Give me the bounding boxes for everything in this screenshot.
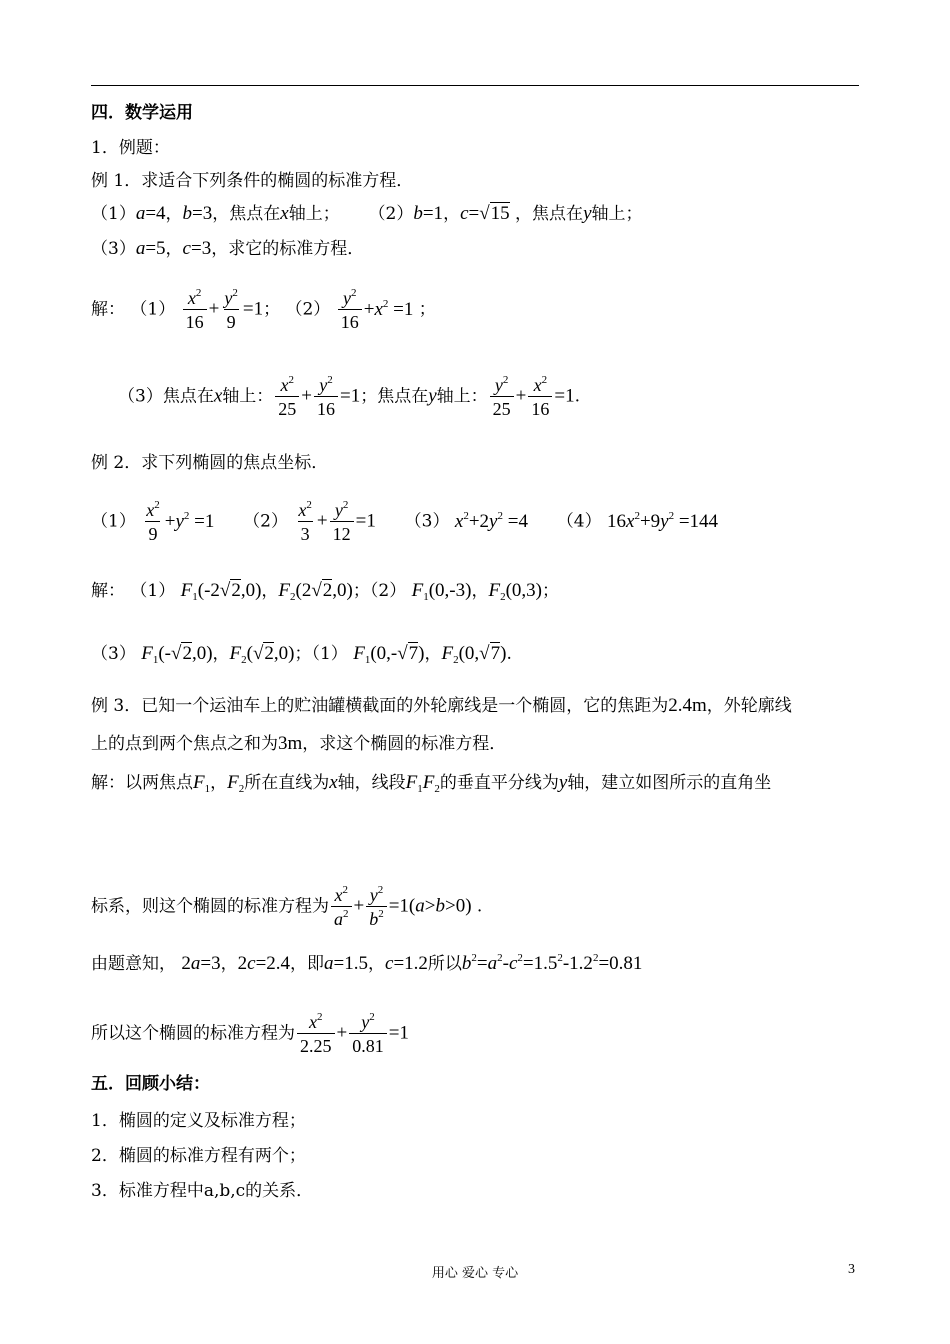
footer-text: 用心 爱心 专心 xyxy=(431,1266,519,1281)
fraction: $\frac{y^2}{16}$ xyxy=(338,288,362,332)
example-2-solution-row-1: 解： （1） $F_1(-2√2,0)$，$F_2(2√2,0)$；（2） $F_1(0,-3)$，$F_2(0,3)$； xyxy=(91,580,559,603)
fraction: $\frac{x^2}{25}$ xyxy=(275,375,299,419)
fraction: $\frac{x^2}{3}$ xyxy=(298,499,312,544)
summary-item: 1．椭圆的定义及标准方程； xyxy=(91,1111,306,1131)
fraction: $\frac{y^2}{b^2}$ xyxy=(366,885,387,929)
example-1-conditions-row xyxy=(91,203,643,225)
example-1-prompt: 例 1．求适合下列条件的椭圆的标准方程． xyxy=(91,171,414,191)
fraction: $\frac{x^2}{a^2}$ xyxy=(331,885,352,929)
examples-label: 1．例题： xyxy=(91,138,170,158)
cond-2: （2）b=1，c=√15 ，焦点在y轴上； xyxy=(368,203,643,224)
cond-3: （3）a=5，c=3，求它的标准方程． xyxy=(91,238,365,259)
summary-item: 2．椭圆的标准方程有两个； xyxy=(91,1146,306,1166)
fraction: $\frac{x^2}{2.25}$ xyxy=(297,1012,335,1056)
example-1-solution-row-1: 解： （1） $\frac{x^2}{16}$ + $\frac{y^2}{9}$ =1； （2） $\frac{y^2}{16}$ $+x^2 =1$ ； xyxy=(91,287,436,332)
example-3-solution-line-4: 所以这个椭圆的标准方程为 $\frac{x^2}{2.25}$ + $\frac{y^2}{0.81}$ =1 xyxy=(91,1011,409,1056)
page-number: 3 xyxy=(848,1262,855,1277)
header-rule xyxy=(91,85,859,86)
example-3-solution-line-3: 由题意知， 2a=3，2c=2.4，即a=1.5，c=1.2所以$b^2=a^2-c^2=1.5^2-1.2^2=0.81$ xyxy=(91,952,643,974)
fraction: $\frac{y^2}{25}$ xyxy=(490,375,514,419)
example-3-prompt-line-2: 上的点到两个焦点之和为3m，求这个椭圆的标准方程． xyxy=(91,733,507,754)
fraction: $\frac{x^2}{16}$ xyxy=(528,375,552,419)
fraction: $\frac{y^2}{16}$ xyxy=(314,375,338,419)
example-2-items-row: （1） $\frac{x^2}{9}$ $+y^2 =1$ （2） $\frac{x^2}{3}$ + $\frac{y^2}{12}$ =1 （3） $x^2+2y^2 =4$ （4） $16x^2+9y^2 =144$ xyxy=(91,499,719,544)
fraction: $\frac{x^2}{16}$ xyxy=(183,288,207,332)
example-3-solution-line-1: 解：以两焦点$F_1$，$F_2$所在直线为x轴，线段$F_1F_2$的垂直平分线为y轴，建立如图所示的直角坐 xyxy=(91,772,772,795)
example-2-prompt: 例 2．求下列椭圆的焦点坐标． xyxy=(91,453,329,473)
section-5-title: 五．回顾小结： xyxy=(91,1074,210,1094)
example-3-solution-line-2: 标系，则这个椭圆的标准方程为 $\frac{x^2}{a^2}$ + $\frac{y^2}{b^2}$ =1(a>b>0) . xyxy=(91,884,483,929)
example-3-prompt-line-1: 例 3．已知一个运油车上的贮油罐横截面的外轮廓线是一个椭圆，它的焦距为2.4m，外轮廓线 xyxy=(91,695,792,716)
cond-1: （1）a=4，b=3，焦点在x轴上； xyxy=(91,203,340,224)
fraction: $\frac{y^2}{0.81}$ xyxy=(349,1012,387,1056)
fraction: $\frac{y^2}{9}$ xyxy=(224,287,238,332)
fraction: $\frac{x^2}{9}$ xyxy=(146,499,160,544)
example-2-solution-row-2: （3） $F_1(-√2,0)$，$F_2(√2,0)$；（1） $F_1(0,-√7)$，$F_2(0,√7)$. xyxy=(91,643,512,666)
fraction: $\frac{y^2}{12}$ xyxy=(330,500,354,544)
example-1-solution-row-2: （3）焦点在x轴上： $\frac{x^2}{25}$ + $\frac{y^2}{16}$ =1；焦点在y轴上： $\frac{y^2}{25}$ + $\frac{x^2}{16}$ =1. xyxy=(118,374,580,419)
summary-item: 3．标准方程中a,b,c的关系． xyxy=(91,1181,314,1201)
section-4-title: 四．数学运用 xyxy=(91,103,193,123)
